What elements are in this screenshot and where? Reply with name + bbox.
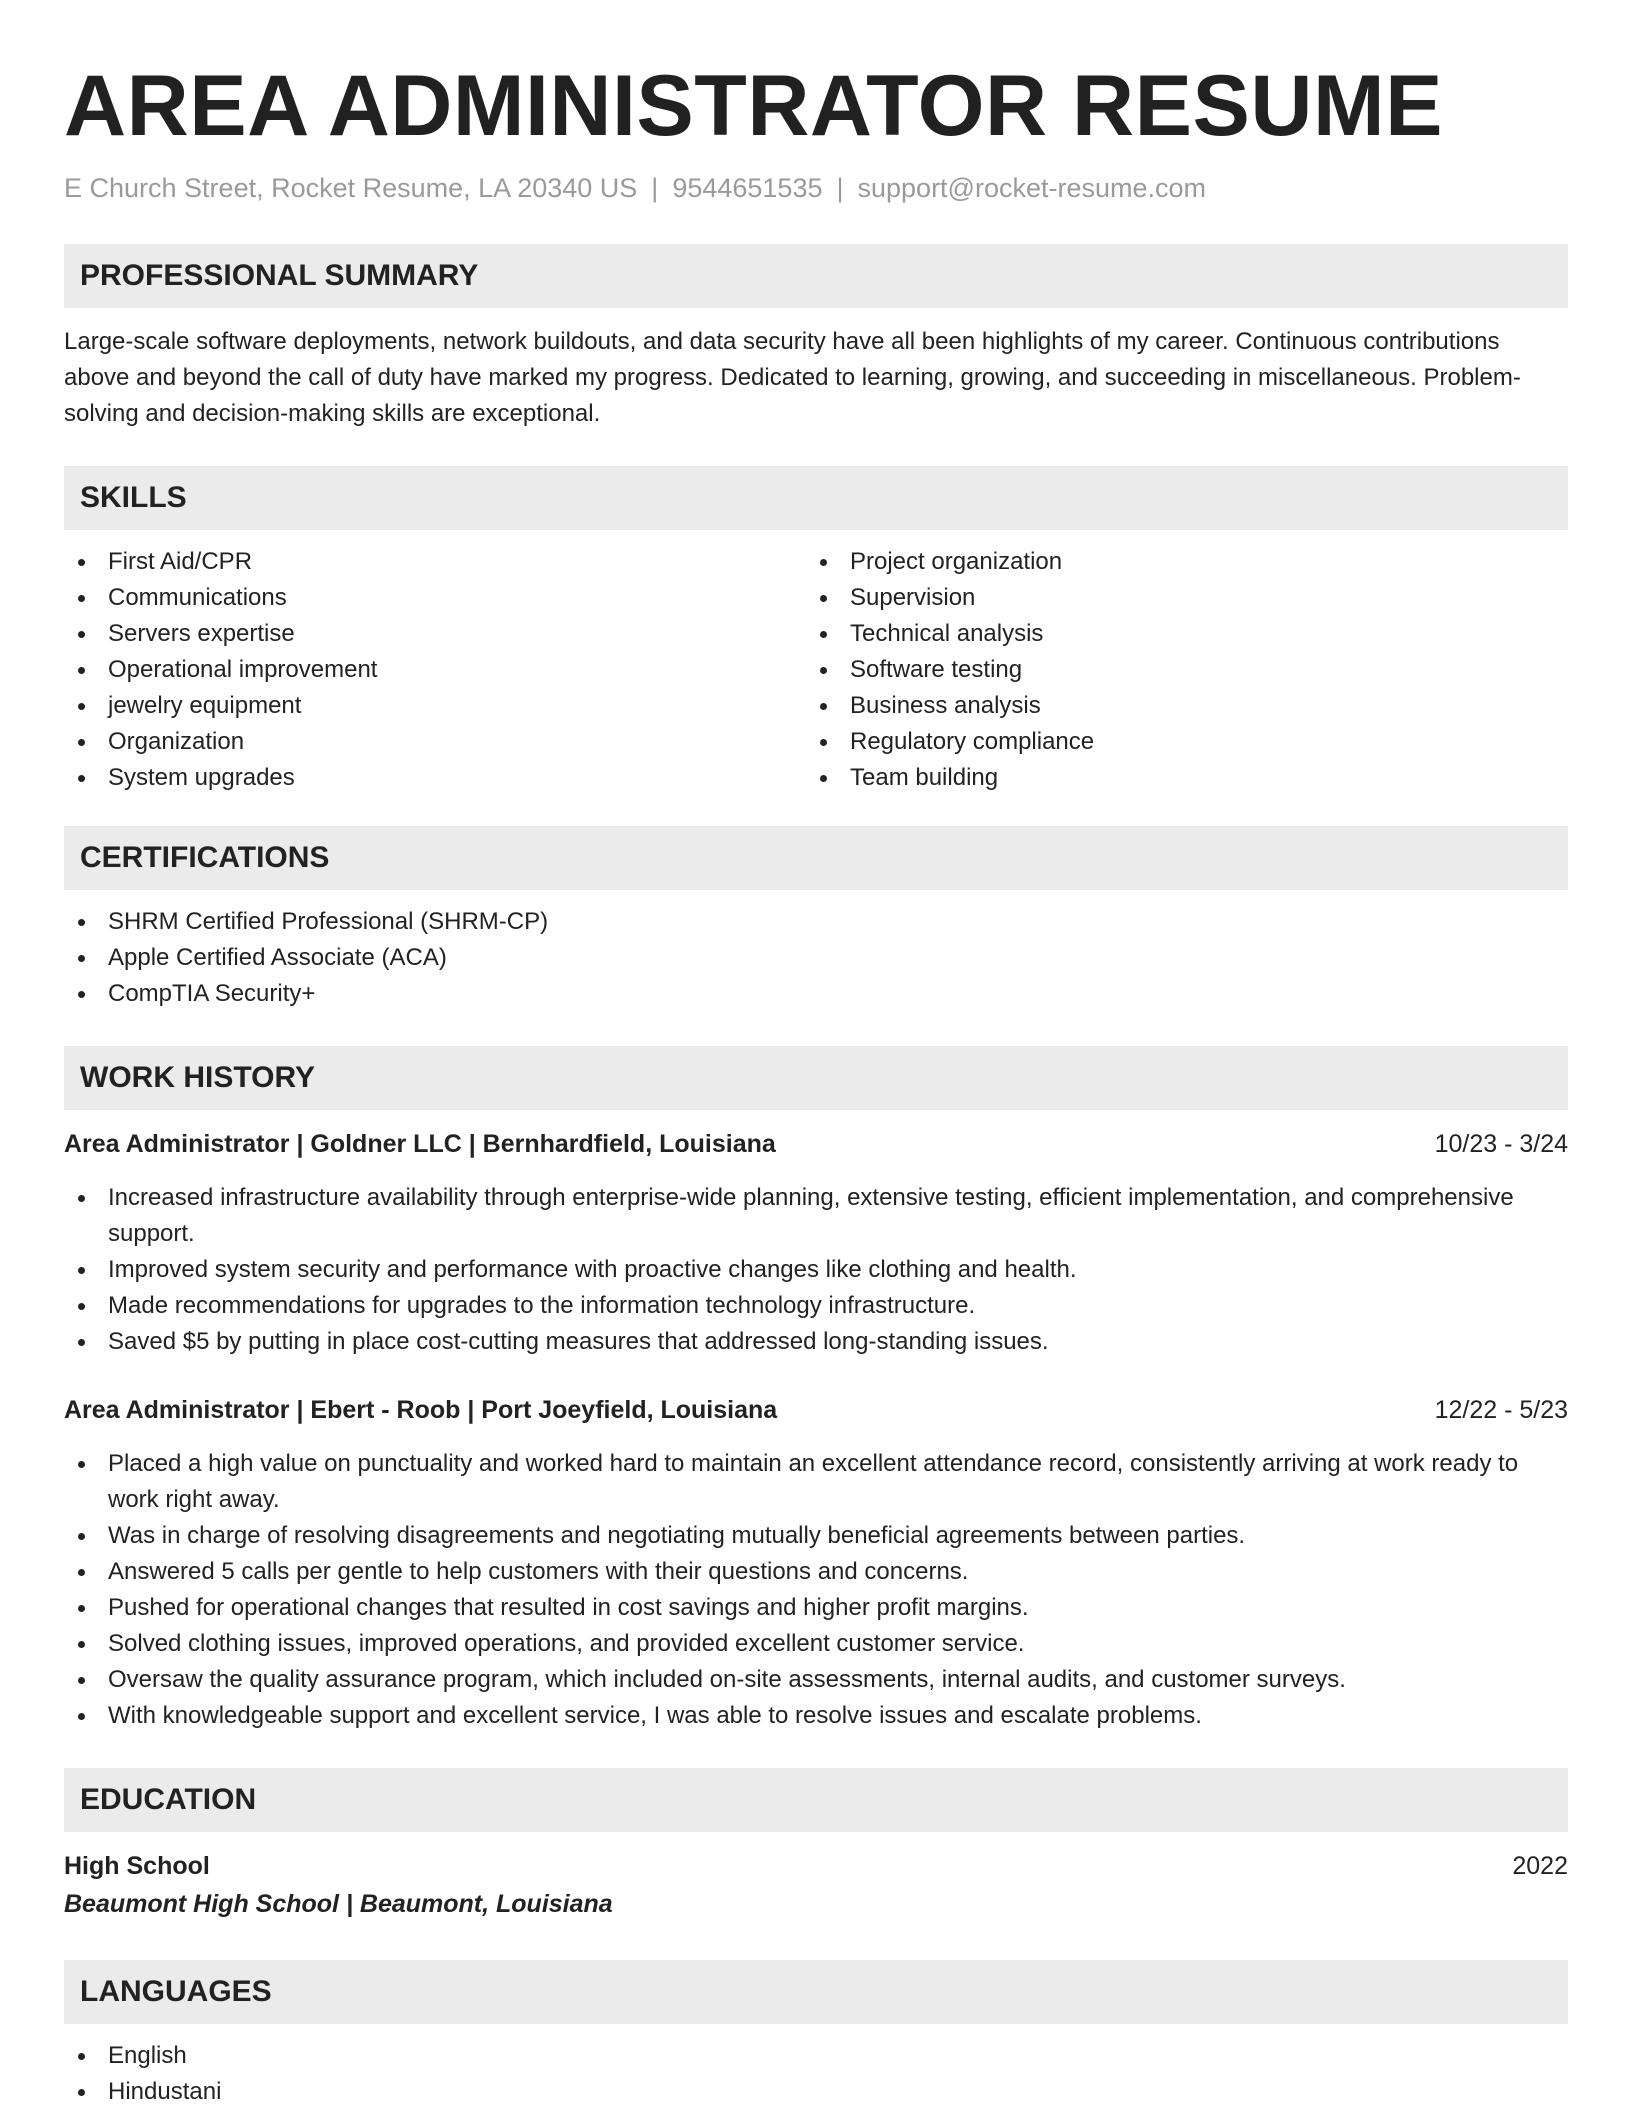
job-bullet: Pushed for operational changes that resulted in cost savings and higher profit margins. [64, 1590, 1568, 1626]
job-bullet: Answered 5 calls per gentle to help customers with their questions and concerns. [64, 1554, 1568, 1590]
education-header [64, 1848, 1568, 1884]
skill-item: Software testing [806, 652, 1548, 688]
skill-item: Servers expertise [64, 616, 806, 652]
skill-item: Regulatory compliance [806, 724, 1548, 760]
skill-item: Supervision [806, 580, 1548, 616]
education-school: Beaumont High School | Beaumont, Louisiana [64, 1890, 613, 1918]
job-bullets [64, 1180, 1568, 1360]
job-bullet: Oversaw the quality assurance program, which included on-site assessments, internal audits, and customer surveys. [64, 1662, 1568, 1698]
job-bullet: Solved clothing issues, improved operations, and provided excellent customer service. [64, 1626, 1568, 1662]
job-bullet: Increased infrastructure availability through enterprise-wide planning, extensive testing, efficient implementation, and comprehensive support. [64, 1180, 1568, 1252]
contact-separator: | [651, 173, 659, 203]
certifications-heading: CERTIFICATIONS [64, 826, 1568, 890]
contact-separator: | [836, 173, 844, 203]
job-header [64, 1126, 1568, 1162]
work-history-heading: WORK HISTORY [64, 1046, 1568, 1110]
language-item: Hindustani [64, 2074, 1568, 2110]
job-bullet: Was in charge of resolving disagreements and negotiating mutually beneficial agreements between parties. [64, 1518, 1568, 1554]
skill-item: Project organization [806, 544, 1548, 580]
skill-item: Organization [64, 724, 806, 760]
languages-list [64, 2038, 1568, 2110]
skill-item: System upgrades [64, 760, 806, 796]
contact-email: support@rocket-resume.com [857, 173, 1207, 203]
job-title: Area Administrator | Goldner LLC | Bernhardfield, Louisiana [64, 1130, 776, 1158]
summary-text: Large-scale software deployments, network buildouts, and data security have all been highlights of my career. Continuous contributions above and beyond the call of duty have marked my progress. Dedicated to learning, growing, and succeeding in miscellaneous. Problem-solving and decision-making skills are exceptional. [64, 328, 1521, 427]
skills-list-right [806, 544, 1548, 796]
skill-item: Technical analysis [806, 616, 1548, 652]
job-dates: 10/23 - 3/24 [1434, 1130, 1568, 1158]
skill-item: First Aid/CPR [64, 544, 806, 580]
certifications-list [64, 904, 1568, 1012]
certification-item: CompTIA Security+ [64, 976, 1568, 1012]
education-year: 2022 [1512, 1852, 1568, 1880]
job-bullet: Placed a high value on punctuality and worked hard to maintain an excellent attendance record, consistently arriving at work ready to work right away. [64, 1446, 1568, 1518]
certification-item: SHRM Certified Professional (SHRM-CP) [64, 904, 1568, 940]
job-header [64, 1392, 1568, 1428]
skills-columns [64, 544, 1568, 796]
languages-heading: LANGUAGES [64, 1960, 1568, 2024]
skill-item: Operational improvement [64, 652, 806, 688]
job-title: Area Administrator | Ebert - Roob | Port Joeyfield, Louisiana [64, 1396, 778, 1424]
education-degree: High School [64, 1852, 210, 1880]
job-bullets [64, 1446, 1568, 1734]
summary-heading: PROFESSIONAL SUMMARY [64, 244, 1568, 308]
contact-line [64, 170, 1568, 206]
job-bullet: With knowledgeable support and excellent service, I was able to resolve issues and escalate problems. [64, 1698, 1568, 1734]
skill-item: Team building [806, 760, 1548, 796]
resume-page [64, 0, 1568, 2110]
skill-item: jewelry equipment [64, 688, 806, 724]
skills-heading: SKILLS [64, 466, 1568, 530]
job-bullet: Made recommendations for upgrades to the information technology infrastructure. [64, 1288, 1568, 1324]
skill-item: Communications [64, 580, 806, 616]
skill-item: Business analysis [806, 688, 1548, 724]
job-dates: 12/22 - 5/23 [1434, 1396, 1568, 1424]
contact-phone: 9544651535 [672, 173, 823, 203]
education-heading: EDUCATION [64, 1768, 1568, 1832]
resume-title: AREA ADMINISTRATOR RESUME [64, 58, 1443, 154]
skills-list-left [64, 544, 806, 796]
contact-address: E Church Street, Rocket Resume, LA 20340 US [64, 173, 638, 203]
language-item: English [64, 2038, 1568, 2074]
job-bullet: Saved $5 by putting in place cost-cutting measures that addressed long-standing issues. [64, 1324, 1568, 1360]
certification-item: Apple Certified Associate (ACA) [64, 940, 1568, 976]
job-bullet: Improved system security and performance with proactive changes like clothing and health. [64, 1252, 1568, 1288]
